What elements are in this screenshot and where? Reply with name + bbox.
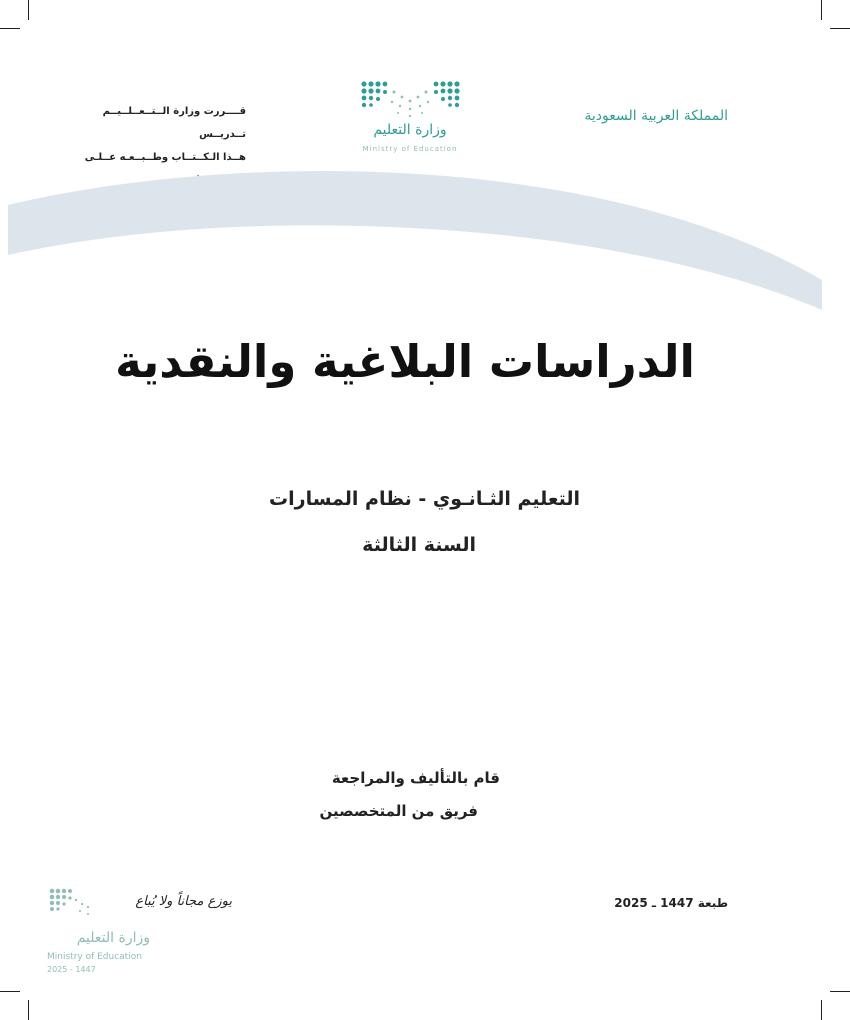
crop-mark [0,991,20,992]
crop-mark [28,1000,29,1020]
crop-mark [0,28,20,29]
ministry-arabic-bottom: وزارة التعليم [76,930,150,946]
decree-line-1: قــــررت وزارة الــتــعــلــيــم تــدريــس [102,106,246,140]
crop-mark [821,0,822,20]
decree-line-2: هــذا الـكــتــاب وطــبــعـه عــلـى [84,152,246,163]
book-year: السنة الثالثة [362,534,476,556]
crop-mark [821,1000,822,1020]
kingdom-name: المملكة العربية السعودية [584,108,728,124]
year-range: 2025 - 1447 [47,965,96,974]
ministry-logo-dots-icon [46,886,106,920]
crop-mark [28,0,29,20]
ministry-logo-english: Ministry of Education [362,145,458,153]
book-subtitle: التعليم الثـانـوي - نظام المسارات [269,488,580,510]
book-title: الدراسات البلاغية والنقدية [115,335,695,388]
decorative-swoosh [0,160,850,320]
ministry-english-bottom: Ministry of Education [47,952,142,962]
ministry-logo [350,78,475,160]
credits-line-2: فريق من المتخصصين [319,802,478,820]
free-distribution-text: يوزع مجاناً ولا يُباع [135,894,232,909]
ministry-logo-dots-icon [350,78,475,122]
ministry-logo-bottom [44,884,232,984]
crop-mark [830,28,850,29]
credits-line-1: قام بالتأليف والمراجعة [331,769,500,787]
edition-text: طبعة 1447 ـ 2025 [614,896,728,910]
crop-mark [830,991,850,992]
ministry-logo-arabic: وزارة التعليم [373,122,447,138]
